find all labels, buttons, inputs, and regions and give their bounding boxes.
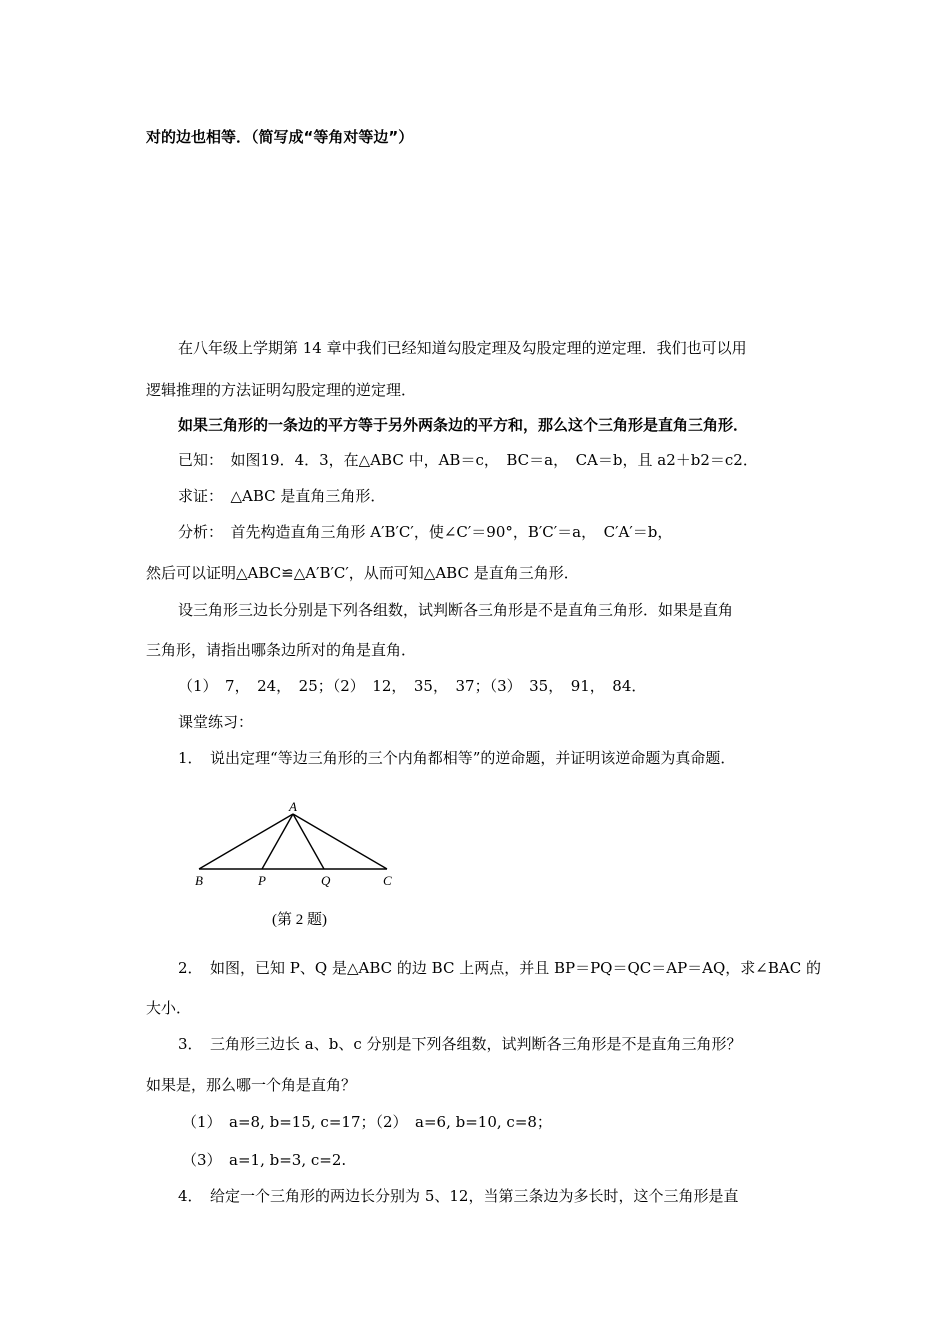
- question-3-line1: 3． 三角形三边长 a、b、c 分别是下列各组数，试判断各三角形是不是直角三角形？: [178, 1035, 742, 1053]
- known: 已知： 如图19．4．3，在△ABC 中，AB＝c， BC＝a， CA＝b，且 a2＋b2＝c2．: [178, 451, 758, 469]
- para2-line2: 三角形，请指出哪条边所对的角是直角．: [146, 641, 417, 659]
- prove: 求证： △ABC 是直角三角形．: [178, 487, 386, 505]
- groups: （1） 7， 24， 25；（2） 12， 35， 37；（3） 35， 91， 84．: [178, 677, 647, 695]
- question-3-line2: 如果是，那么哪一个角是直角？: [146, 1076, 357, 1094]
- segment-ac: [293, 814, 387, 869]
- intro-tail: 对的边也相等．（简写成“等角对等边”）: [146, 128, 414, 146]
- figure-caption: (第 2 题): [272, 912, 327, 928]
- segment-ap: [262, 814, 293, 869]
- label-p: P: [258, 873, 266, 888]
- question-2-line1: 2． 如图，已知 P、Q 是△ABC 的边 BC 上两点，并且 BP＝PQ＝QC＝AP＝AQ，求∠BAC 的: [178, 959, 821, 977]
- theorem: 如果三角形的一条边的平方等于另外两条边的平方和，那么这个三角形是直角三角形．: [178, 416, 749, 434]
- question-1: 1． 说出定理“等边三角形的三个内角都相等”的逆命题，并证明该逆命题为真命题．: [178, 749, 736, 767]
- para1-line2: 逻辑推理的方法证明勾股定理的逆定理．: [146, 381, 417, 399]
- segment-ab: [199, 814, 293, 869]
- question-4: 4． 给定一个三角形的两边长分别为 5、12，当第三条边为多长时，这个三角形是直: [178, 1187, 739, 1205]
- segment-aq: [293, 814, 324, 869]
- para2-line1: 设三角形三边长分别是下列各组数，试判断各三角形是不是直角三角形．如果是直角: [178, 601, 734, 619]
- analysis-line1: 分析： 首先构造直角三角形 A′B′C′，使∠C′＝90°，B′C′＝a， C′A′＝b，: [178, 523, 673, 541]
- analysis-line2: 然后可以证明△ABC≌△A′B′C′，从而可知△ABC 是直角三角形．: [146, 564, 579, 582]
- label-b: B: [195, 873, 203, 888]
- para1-line1: 在八年级上学期第 14 章中我们已经知道勾股定理及勾股定理的逆定理．我们也可以用: [178, 339, 747, 357]
- label-q: Q: [321, 873, 331, 888]
- question-2-line2: 大小．: [146, 999, 192, 1017]
- label-c: C: [383, 873, 392, 888]
- label-a: A: [289, 799, 297, 814]
- question-3-groups-line1: （1） a=8, b=15, c=17；（2） a=6, b=10, c=8；: [182, 1113, 552, 1131]
- exercise-title: 课堂练习：: [178, 713, 254, 731]
- triangle-figure: [185, 795, 405, 890]
- question-3-groups-line2: （3） a=1, b=3, c=2.: [182, 1151, 347, 1169]
